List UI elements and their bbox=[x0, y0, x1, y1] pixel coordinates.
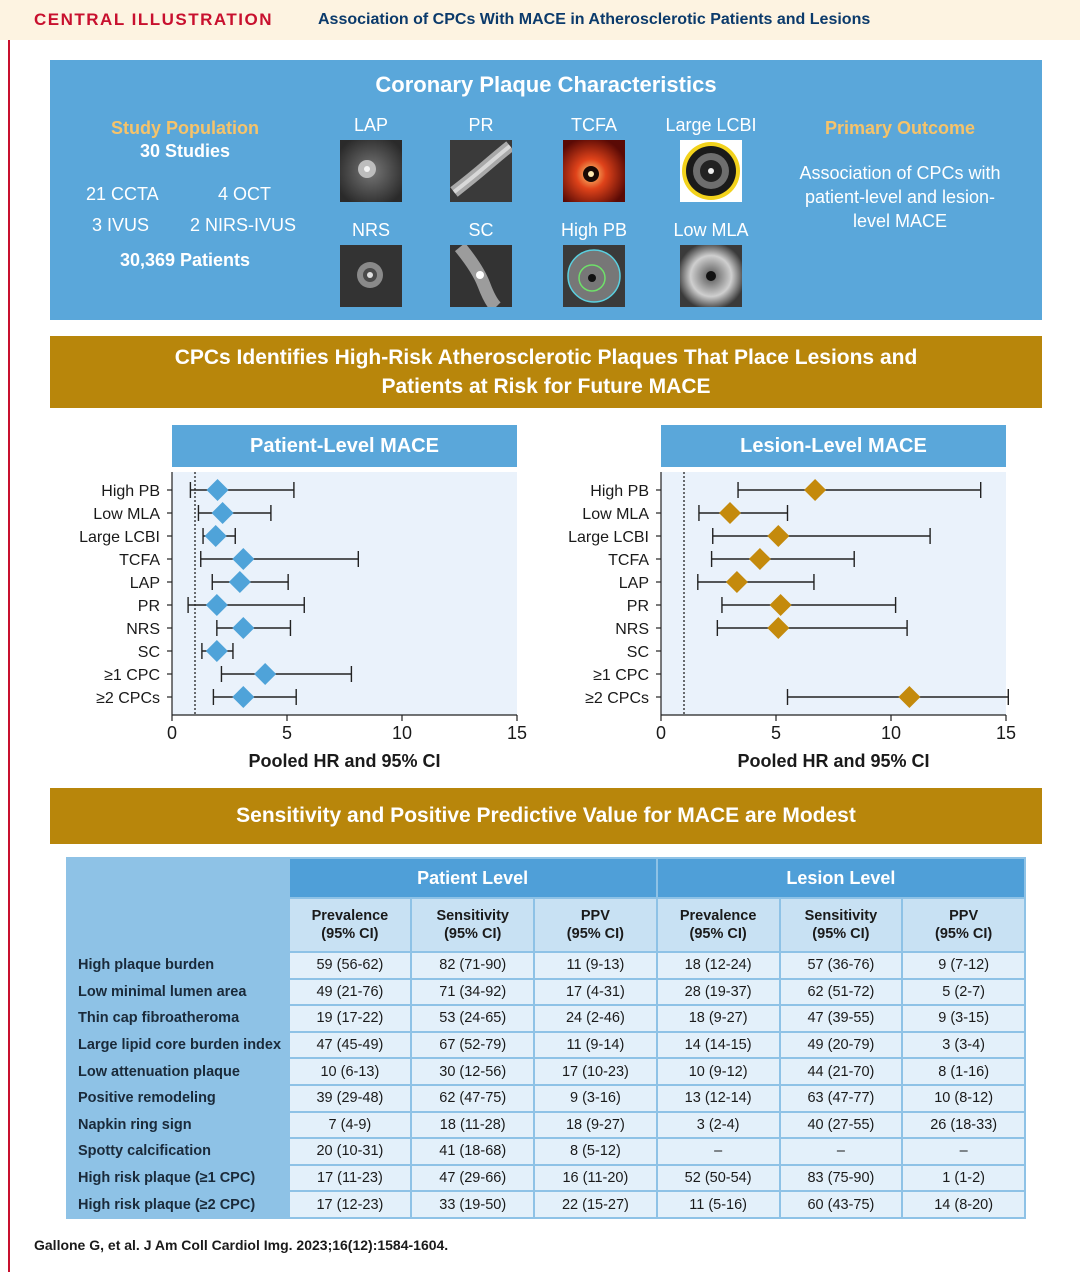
table-corner bbox=[68, 859, 288, 951]
table-cell: 47 (29-66) bbox=[412, 1166, 533, 1191]
table-cell: 52 (50-54) bbox=[658, 1166, 779, 1191]
panel-title: Coronary Plaque Characteristics bbox=[375, 72, 717, 97]
table-cell: 83 (75-90) bbox=[781, 1166, 902, 1191]
table-cell: 62 (47-75) bbox=[412, 1086, 533, 1111]
table-row bbox=[68, 1113, 1024, 1138]
row-label: Positive remodeling bbox=[78, 1090, 216, 1107]
row-label: Low attenuation plaque bbox=[78, 1063, 240, 1080]
ivus-pb-image bbox=[563, 245, 625, 307]
subheader-ci: (95% CI) bbox=[812, 926, 870, 942]
table-cell: – bbox=[781, 1139, 902, 1164]
table-cell: 1 (1-2) bbox=[903, 1166, 1024, 1191]
category-label: SC bbox=[626, 644, 649, 661]
lesion-level-forest-plot bbox=[549, 467, 1029, 777]
ccta-lap-image bbox=[340, 140, 402, 202]
row-label: High plaque burden bbox=[78, 957, 215, 974]
table-row bbox=[68, 1086, 1024, 1111]
table-row bbox=[68, 1033, 1024, 1058]
table-cell: 11 (9-14) bbox=[535, 1033, 656, 1058]
row-label: High risk plaque (≥2 CPC) bbox=[78, 1196, 256, 1213]
x-tick-label: 10 bbox=[880, 723, 902, 743]
table-cell: 39 (29-48) bbox=[290, 1086, 411, 1111]
category-label: TCFA bbox=[608, 552, 649, 569]
table-row bbox=[68, 1059, 1024, 1084]
banner-line-1: CPCs Identifies High-Risk Atherosclerotic Plaques That Place Lesions and bbox=[174, 346, 918, 369]
table-row bbox=[68, 1006, 1024, 1031]
category-label: LAP bbox=[129, 575, 160, 592]
subheader-ci: (95% CI) bbox=[566, 926, 625, 942]
primary-outcome-line-2: patient-level and lesion- bbox=[804, 187, 996, 207]
column-subheader bbox=[412, 899, 533, 951]
category-label: PR bbox=[626, 598, 649, 615]
table-cell: 49 (21-76) bbox=[290, 980, 411, 1005]
table-cell: 53 (24-65) bbox=[412, 1006, 533, 1031]
category-label: High PB bbox=[590, 483, 649, 500]
column-subheader bbox=[903, 899, 1024, 951]
ccta-pr-image bbox=[450, 140, 512, 202]
ccta-count: 21 CCTA bbox=[86, 184, 159, 204]
figure-header bbox=[0, 0, 1080, 40]
subheader-ci: (95% CI) bbox=[689, 926, 747, 942]
table-cell: 11 (5-16) bbox=[658, 1192, 779, 1217]
sensitivity-banner: Sensitivity and Positive Predictive Value for MACE are Modest bbox=[50, 788, 1042, 844]
ivus-mla-image bbox=[680, 245, 742, 307]
table-cell: 17 (10-23) bbox=[535, 1059, 656, 1084]
subheader-metric: Prevalence bbox=[311, 908, 389, 924]
table-cell: 40 (27-55) bbox=[781, 1113, 902, 1138]
primary-outcome-line-1: Association of CPCs with bbox=[799, 163, 1001, 183]
x-tick-label: 0 bbox=[655, 723, 667, 743]
category-label: Large LCBI bbox=[79, 529, 160, 546]
table-cell: 47 (39-55) bbox=[781, 1006, 902, 1031]
table-cell: 41 (18-68) bbox=[412, 1139, 533, 1164]
table-cell: 18 (11-28) bbox=[412, 1113, 533, 1138]
patient-level-forest-plot bbox=[60, 467, 540, 777]
image-label-tcfa: TCFA bbox=[570, 115, 617, 135]
plot-area bbox=[661, 472, 1006, 715]
subheader-metric: PPV bbox=[580, 908, 610, 924]
table-cell: 18 (12-24) bbox=[658, 953, 779, 978]
table-cell: 3 (3-4) bbox=[903, 1033, 1024, 1058]
banner-line-2: Patients at Risk for Future MACE bbox=[381, 375, 711, 398]
category-label: SC bbox=[137, 644, 160, 661]
category-label: LAP bbox=[618, 575, 649, 592]
table-cell: 28 (19-37) bbox=[658, 980, 779, 1005]
nirs-lcbi-image bbox=[680, 140, 742, 202]
category-label: TCFA bbox=[119, 552, 160, 569]
oct-count: 4 OCT bbox=[218, 184, 272, 204]
image-label-low-mla: Low MLA bbox=[673, 220, 749, 240]
table-cell: 71 (34-92) bbox=[412, 980, 533, 1005]
table-row bbox=[68, 980, 1024, 1005]
table-cell: 10 (6-13) bbox=[290, 1059, 411, 1084]
category-label: High PB bbox=[101, 483, 160, 500]
table-cell: – bbox=[903, 1139, 1024, 1164]
x-tick-label: 15 bbox=[995, 723, 1017, 743]
image-label-pr: PR bbox=[468, 115, 494, 135]
subheader-ci: (95% CI) bbox=[321, 926, 379, 942]
x-axis-label: Pooled HR and 95% CI bbox=[248, 751, 441, 771]
table-cell: 9 (3-15) bbox=[903, 1006, 1024, 1031]
table-cell: – bbox=[658, 1139, 779, 1164]
table-cell: 19 (17-22) bbox=[290, 1006, 411, 1031]
ivus-count: 3 IVUS bbox=[92, 215, 150, 235]
table-cell: 18 (9-27) bbox=[535, 1113, 656, 1138]
central-illustration-label: CENTRAL ILLUSTRATION bbox=[34, 10, 274, 29]
oct-tcfa-image bbox=[563, 140, 625, 202]
table-cell: 59 (56-62) bbox=[290, 953, 411, 978]
table-cell: 47 (45-49) bbox=[290, 1033, 411, 1058]
patient-level-plot-title: Patient-Level MACE bbox=[172, 425, 517, 467]
table-cell: 30 (12-56) bbox=[412, 1059, 533, 1084]
column-subheader bbox=[535, 899, 656, 951]
row-label: Large lipid core burden index bbox=[78, 1037, 282, 1054]
category-label: NRS bbox=[126, 621, 160, 638]
table-row bbox=[68, 953, 1024, 978]
patient-count: 30,369 Patients bbox=[119, 250, 251, 270]
table-cell: 8 (1-16) bbox=[903, 1059, 1024, 1084]
image-label-sc: SC bbox=[468, 220, 494, 240]
table-row bbox=[68, 1192, 1024, 1217]
table-cell: 16 (11-20) bbox=[535, 1166, 656, 1191]
patient-level-group-header: Patient Level bbox=[290, 859, 656, 897]
table-cell: 17 (4-31) bbox=[535, 980, 656, 1005]
subheader-ci: (95% CI) bbox=[935, 926, 993, 942]
performance-table bbox=[66, 857, 1026, 1219]
category-label: Low MLA bbox=[582, 506, 649, 523]
column-subheader bbox=[658, 899, 779, 951]
category-label: Large LCBI bbox=[568, 529, 649, 546]
study-count: 30 Studies bbox=[139, 141, 231, 161]
citation: Gallone G, et al. J Am Coll Cardiol Img. 2023;16(12):1584-1604. bbox=[34, 1237, 449, 1253]
x-tick-label: 5 bbox=[770, 723, 782, 743]
table-cell: 3 (2-4) bbox=[658, 1113, 779, 1138]
table-cell: 18 (9-27) bbox=[658, 1006, 779, 1031]
lesion-level-group-header: Lesion Level bbox=[658, 859, 1024, 897]
category-label: PR bbox=[137, 598, 160, 615]
coronary-plaque-panel bbox=[50, 60, 1042, 320]
row-label: Napkin ring sign bbox=[78, 1116, 192, 1133]
figure-title: Association of CPCs With MACE in Atherosclerotic Patients and Lesions bbox=[318, 11, 871, 28]
category-label: Low MLA bbox=[93, 506, 160, 523]
table-cell: 14 (14-15) bbox=[658, 1033, 779, 1058]
table-cell: 57 (36-76) bbox=[781, 953, 902, 978]
ccta-sc-image bbox=[450, 245, 512, 307]
row-label: Low minimal lumen area bbox=[78, 983, 247, 1000]
row-label: Spotty calcification bbox=[78, 1143, 211, 1160]
table-cell: 49 (20-79) bbox=[781, 1033, 902, 1058]
category-label: ≥1 CPC bbox=[104, 667, 160, 684]
image-label-lap: LAP bbox=[353, 115, 389, 135]
image-label-large-lcbi: Large LCBI bbox=[665, 115, 757, 135]
table-cell: 62 (51-72) bbox=[781, 980, 902, 1005]
left-accent-rule bbox=[8, 0, 10, 1272]
image-label-nrs: NRS bbox=[351, 220, 390, 240]
table-cell: 67 (52-79) bbox=[412, 1033, 533, 1058]
primary-outcome bbox=[780, 118, 1020, 233]
table-cell: 44 (21-70) bbox=[781, 1059, 902, 1084]
category-label: ≥1 CPC bbox=[593, 667, 649, 684]
table-cell: 11 (9-13) bbox=[535, 953, 656, 978]
table-cell: 8 (5-12) bbox=[535, 1139, 656, 1164]
study-population-heading: Study Population bbox=[111, 118, 259, 138]
table-cell: 17 (12-23) bbox=[290, 1192, 411, 1217]
table-cell: 10 (8-12) bbox=[903, 1086, 1024, 1111]
row-label: High risk plaque (≥1 CPC) bbox=[78, 1170, 256, 1187]
nirs-ivus-count: 2 NIRS-IVUS bbox=[190, 215, 297, 235]
table-cell: 9 (3-16) bbox=[535, 1086, 656, 1111]
column-subheader bbox=[290, 899, 411, 951]
table-cell: 33 (19-50) bbox=[412, 1192, 533, 1217]
x-tick-label: 10 bbox=[391, 723, 413, 743]
table-cell: 20 (10-31) bbox=[290, 1139, 411, 1164]
x-tick-label: 15 bbox=[506, 723, 528, 743]
table-cell: 14 (8-20) bbox=[903, 1192, 1024, 1217]
table-cell: 9 (7-12) bbox=[903, 953, 1024, 978]
image-label-high-pb: High PB bbox=[560, 220, 628, 240]
table-cell: 26 (18-33) bbox=[903, 1113, 1024, 1138]
primary-outcome-heading: Primary Outcome bbox=[824, 118, 976, 138]
table-cell: 10 (9-12) bbox=[658, 1059, 779, 1084]
table-cell: 63 (47-77) bbox=[781, 1086, 902, 1111]
table-cell: 13 (12-14) bbox=[658, 1086, 779, 1111]
subheader-ci: (95% CI) bbox=[444, 926, 502, 942]
study-population bbox=[80, 118, 290, 162]
category-label: ≥2 CPCs bbox=[585, 690, 649, 707]
subheader-metric: Sensitivity bbox=[804, 908, 878, 924]
subheader-metric: Sensitivity bbox=[436, 908, 509, 924]
table-cell: 17 (11-23) bbox=[290, 1166, 411, 1191]
x-tick-label: 0 bbox=[166, 723, 178, 743]
table-row bbox=[68, 1166, 1024, 1191]
table-cell: 60 (43-75) bbox=[781, 1192, 902, 1217]
ccta-nrs-image bbox=[340, 245, 402, 307]
subheader-metric: Prevalence bbox=[679, 908, 757, 924]
x-tick-label: 5 bbox=[281, 723, 293, 743]
table-cell: 22 (15-27) bbox=[535, 1192, 656, 1217]
category-label: NRS bbox=[615, 621, 649, 638]
high-risk-banner bbox=[50, 336, 1042, 408]
category-label: ≥2 CPCs bbox=[96, 690, 160, 707]
table-cell: 5 (2-7) bbox=[903, 980, 1024, 1005]
primary-outcome-line-3: level MACE bbox=[852, 211, 948, 231]
subheader-metric: PPV bbox=[949, 908, 979, 924]
column-subheader bbox=[781, 899, 902, 951]
performance-table-grid bbox=[66, 857, 1026, 1219]
table-cell: 24 (2-46) bbox=[535, 1006, 656, 1031]
lesion-level-plot-title: Lesion-Level MACE bbox=[661, 425, 1006, 467]
row-label: Thin cap fibroatheroma bbox=[78, 1010, 240, 1027]
table-row bbox=[68, 1139, 1024, 1164]
x-axis-label: Pooled HR and 95% CI bbox=[737, 751, 930, 771]
table-cell: 82 (71-90) bbox=[412, 953, 533, 978]
table-cell: 7 (4-9) bbox=[290, 1113, 411, 1138]
